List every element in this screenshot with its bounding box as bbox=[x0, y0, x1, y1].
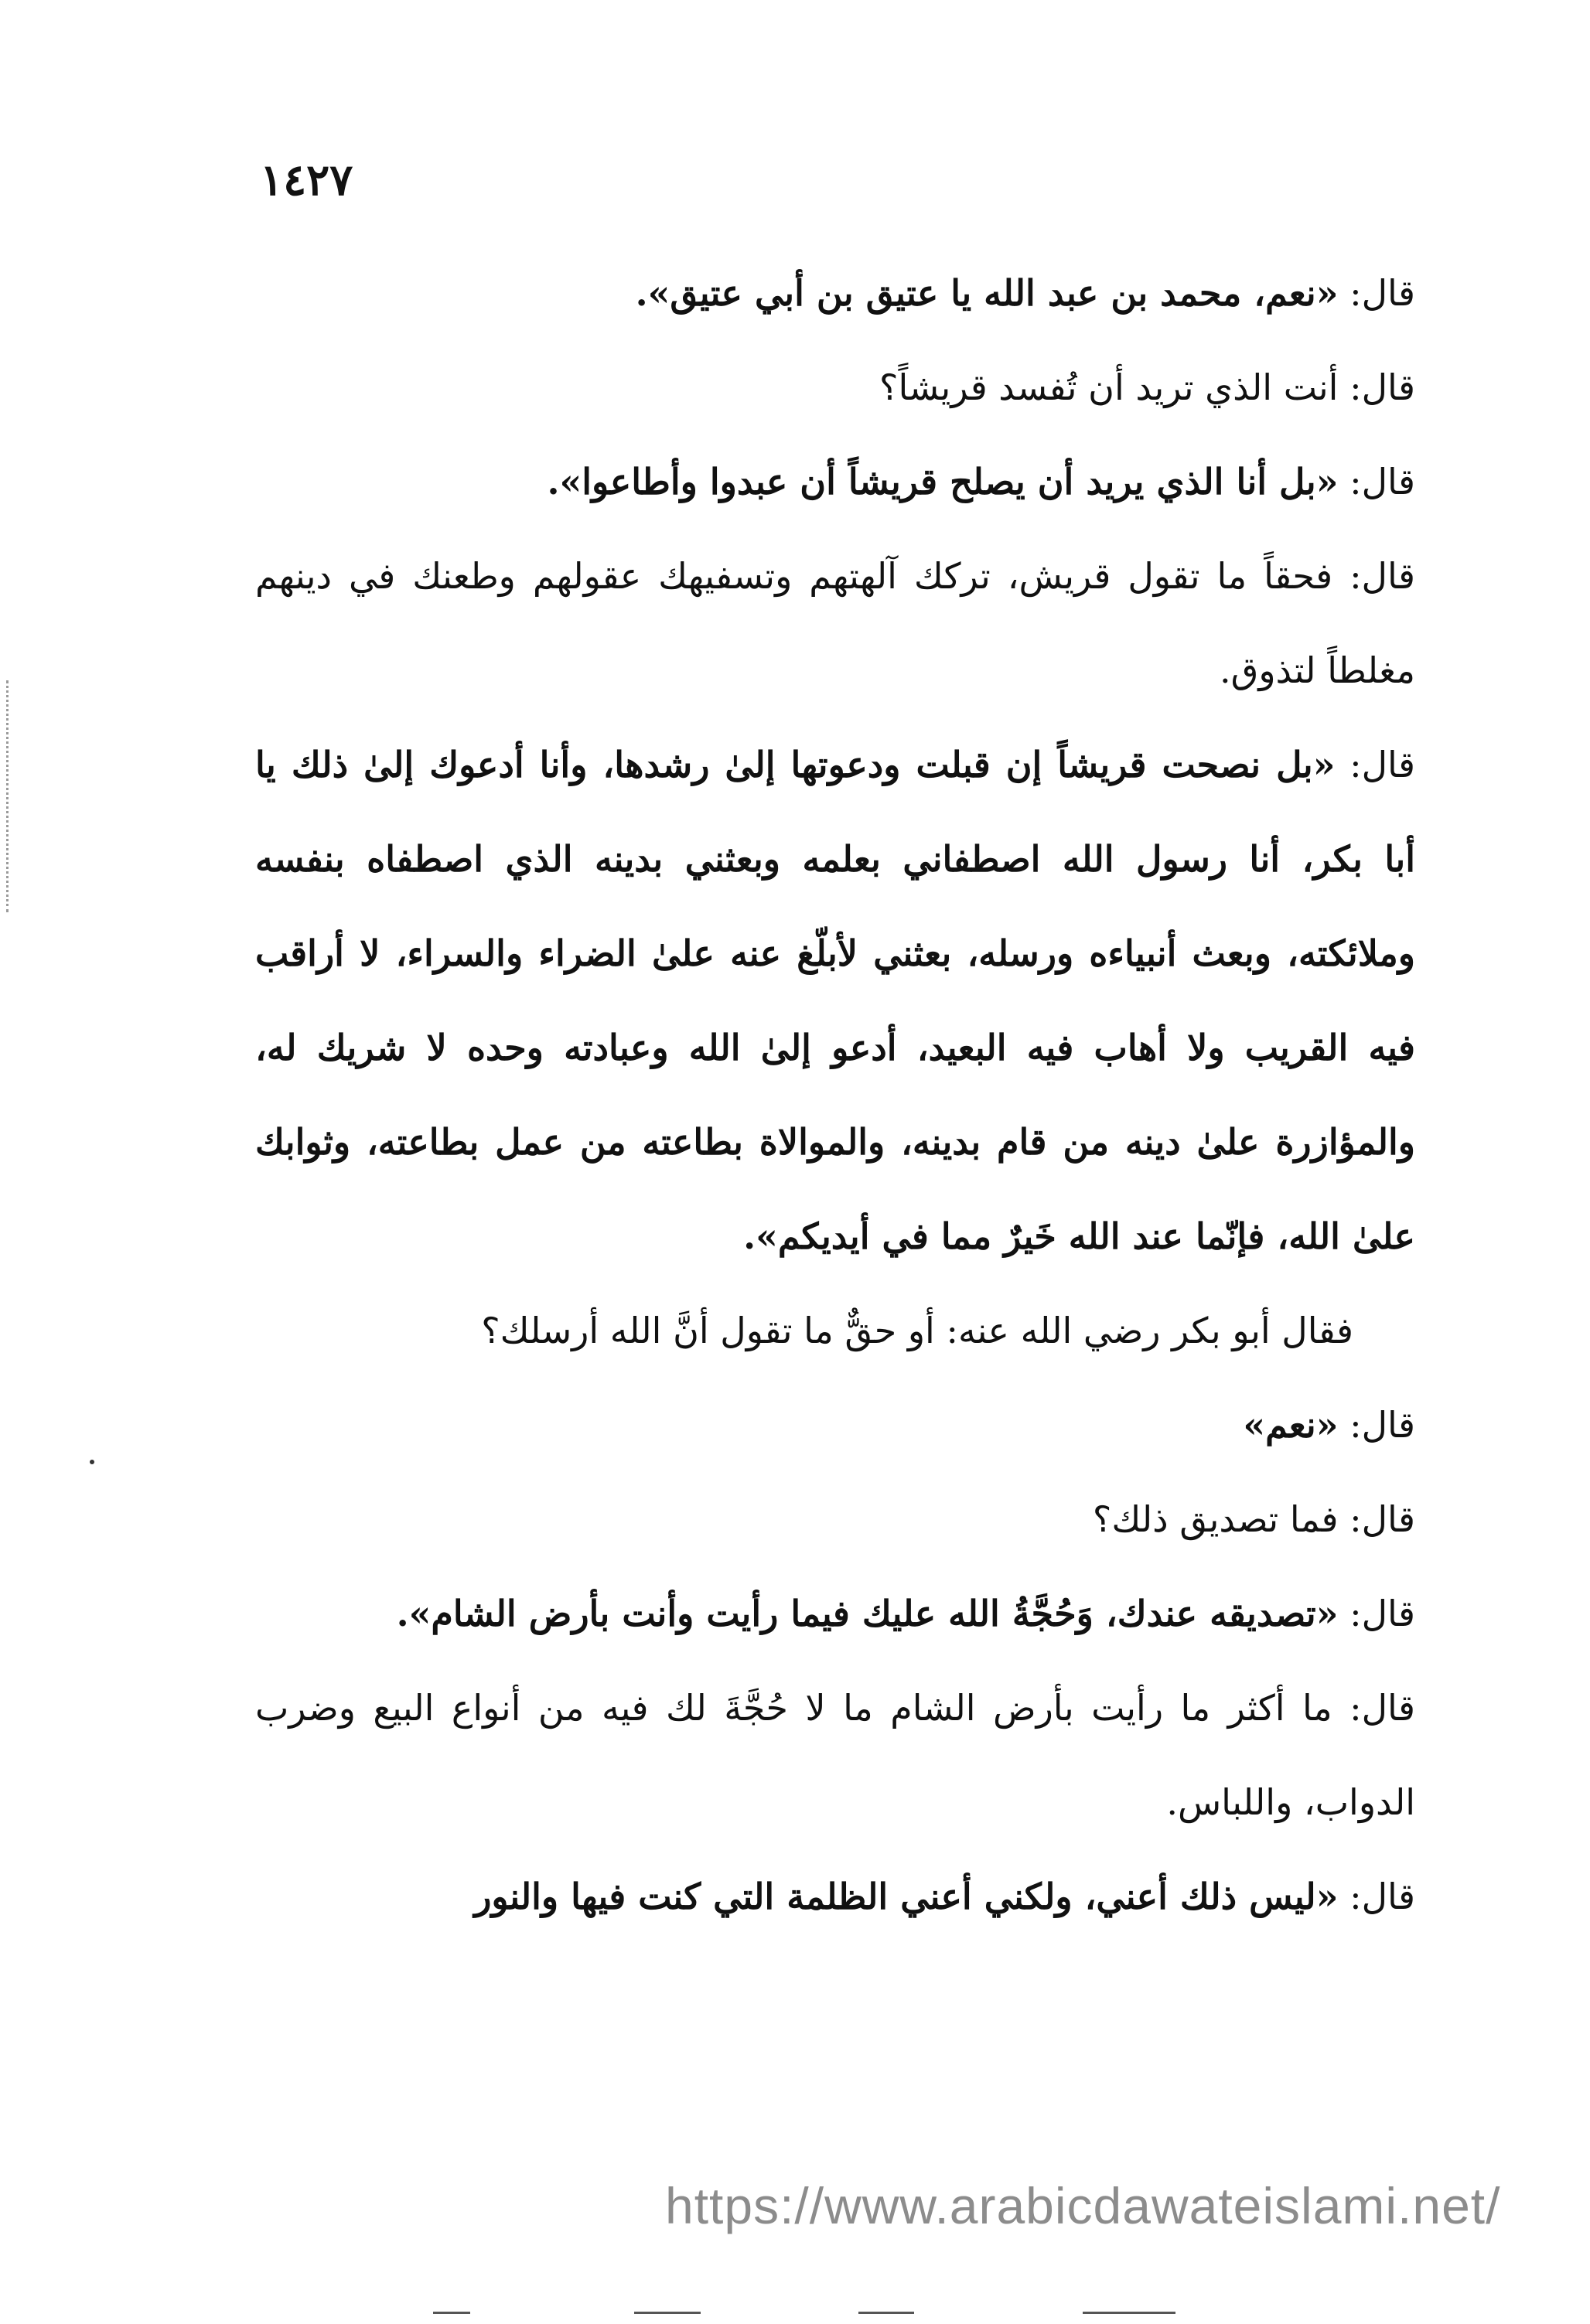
book-text bbox=[255, 246, 1415, 1944]
paragraph-text: أنت الذي تريد أن تُفسد قريشاً؟ bbox=[879, 366, 1339, 408]
paragraph-text: «بل نصحت قريشاً إن قبلت ودعوتها إلىٰ رشدها، وأنا أدعوك إلىٰ ذلك يا أبا بكر، أنا رسول الله اصطفاني بعلمه وبعثني بدينه الذي اصطفاه بنفسه وملائكته، وبعث أنبياءه ورسله، بعثني لأبلّغ عنه علىٰ الضراء والسراء، لا أراقب فيه القريب ولا أهاب فيه البعيد، أدعو إلىٰ الله وعبادته وحده لا شريك له، والمؤازرة علىٰ دينه من قام بدينه، والموالاة بطاعته من عمل بطاعته، وثوابك علىٰ الله، فإنّما عند الله خَيرٌ مما في أيديكم». bbox=[255, 744, 1415, 1257]
paragraph-7 bbox=[255, 1378, 1415, 1472]
speaker-label: قال: bbox=[1338, 272, 1415, 314]
speaker-label: قال: bbox=[1338, 1404, 1415, 1446]
speaker-label: قال: bbox=[1338, 366, 1415, 408]
speaker-label: قال: bbox=[1338, 1498, 1415, 1540]
footer-rule bbox=[1083, 2312, 1175, 2314]
paragraph-2 bbox=[255, 340, 1415, 434]
paragraph-5 bbox=[255, 717, 1415, 1283]
speaker-label: قال: bbox=[1335, 744, 1415, 785]
paragraph-11 bbox=[255, 1849, 1415, 1944]
footer-rule bbox=[634, 2312, 701, 2314]
speaker-label: قال: bbox=[1332, 555, 1415, 597]
paragraph-4 bbox=[255, 529, 1415, 717]
paragraph-9 bbox=[255, 1566, 1415, 1661]
paragraph-text: «نعم» bbox=[1243, 1404, 1339, 1446]
paragraph-10 bbox=[255, 1661, 1415, 1849]
speaker-label: قال: bbox=[1332, 1687, 1415, 1729]
footer-rules bbox=[0, 2312, 1590, 2316]
paragraph-text: ما أكثر ما رأيت بأرض الشام ما لا حُجَّةَ لك فيه من أنواع البيع وضرب الدواب، واللباس. bbox=[255, 1687, 1415, 1823]
paragraph-text: «ليس ذلك أعني، ولكني أعني الظلمة التي كنت فيها والنور bbox=[474, 1876, 1339, 1917]
paragraph-text: فحقاً ما تقول قريش، تركك آلهتهم وتسفيهك عقولهم وطعنك في دينهم مغلطاً لتذوق. bbox=[255, 555, 1415, 691]
speaker-label: قال: bbox=[1338, 1593, 1415, 1634]
paragraph-6 bbox=[255, 1283, 1415, 1378]
paragraph-text: فقال أبو بكر رضي الله عنه: أو حقٌّ ما تقول أنَّ الله أرسلك؟ bbox=[481, 1310, 1353, 1351]
binding-edge-marks bbox=[6, 680, 11, 912]
paragraph-text: فما تصديق ذلك؟ bbox=[1092, 1498, 1339, 1540]
scan-speck bbox=[90, 1460, 94, 1464]
paragraph-8 bbox=[255, 1472, 1415, 1566]
speaker-label: قال: bbox=[1338, 1876, 1415, 1917]
footer-rule bbox=[858, 2312, 914, 2314]
paragraph-text: «نعم، محمد بن عبد الله يا عتيق بن أبي عتيق». bbox=[635, 272, 1339, 314]
paragraph-3 bbox=[255, 434, 1415, 529]
paragraph-text: «تصديقه عندك، وَحُجَّةُ الله عليك فيما رأيت وأنت بأرض الشام». bbox=[396, 1593, 1339, 1634]
speaker-label: قال: bbox=[1338, 461, 1415, 503]
footer-rule bbox=[433, 2312, 470, 2314]
paragraph-text: «بل أنا الذي يريد أن يصلح قريشاً أن عبدوا وأطاعوا». bbox=[547, 461, 1339, 503]
paragraph-1 bbox=[255, 246, 1415, 340]
watermark-url: https://www.arabicdawateislami.net/ bbox=[665, 2177, 1501, 2234]
page-number: ١٤٢٧ bbox=[260, 155, 353, 206]
